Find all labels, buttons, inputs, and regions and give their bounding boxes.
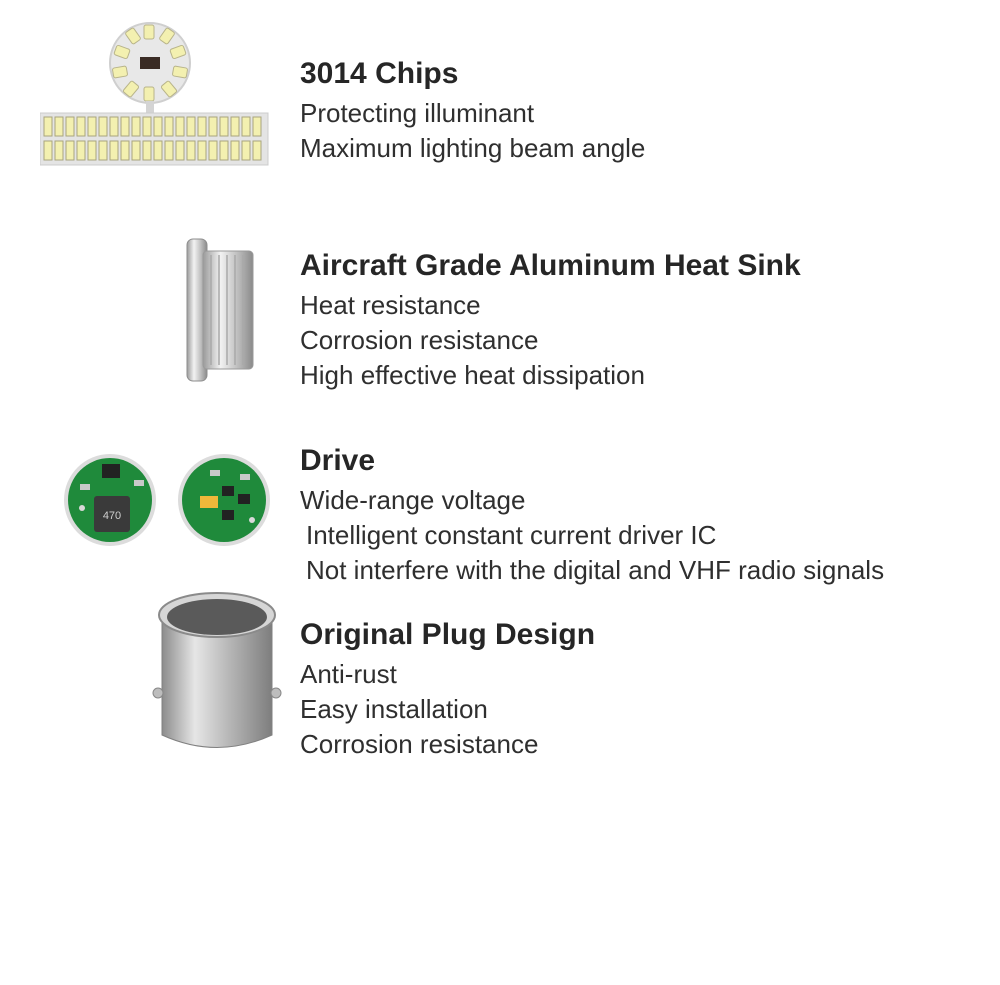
- component-marking: 470: [102, 510, 122, 522]
- feature-line: Corrosion resistance: [300, 325, 539, 355]
- heat-sink-icon: [185, 235, 260, 385]
- feature-section-heat-sink: [300, 248, 801, 393]
- feature-line: Heat resistance: [300, 290, 481, 320]
- bulb-socket-icon: [152, 585, 282, 760]
- feature-line: Not interfere with the digital and VHF radio signals: [306, 555, 885, 585]
- feature-line: Corrosion resistance: [300, 729, 539, 759]
- section-title: Original Plug Design: [300, 618, 596, 651]
- led-chips-icon: [40, 15, 270, 175]
- section-title: Drive: [300, 444, 376, 477]
- section-title: Aircraft Grade Aluminum Heat Sink: [300, 249, 801, 282]
- feature-section-plug: [300, 617, 595, 762]
- feature-line: Easy installation: [300, 694, 488, 724]
- driver-board-icon: [62, 450, 272, 550]
- feature-line: Anti-rust: [300, 659, 397, 689]
- feature-line: Maximum lighting beam angle: [300, 133, 646, 163]
- feature-line: Wide-range voltage: [300, 485, 526, 515]
- feature-section-chips: [300, 56, 645, 166]
- feature-section-drive: [300, 443, 884, 588]
- feature-line: Intelligent constant current driver IC: [306, 520, 717, 550]
- section-title: 3014 Chips: [300, 57, 459, 90]
- feature-line: Protecting illuminant: [300, 98, 535, 128]
- feature-line: High effective heat dissipation: [300, 360, 645, 390]
